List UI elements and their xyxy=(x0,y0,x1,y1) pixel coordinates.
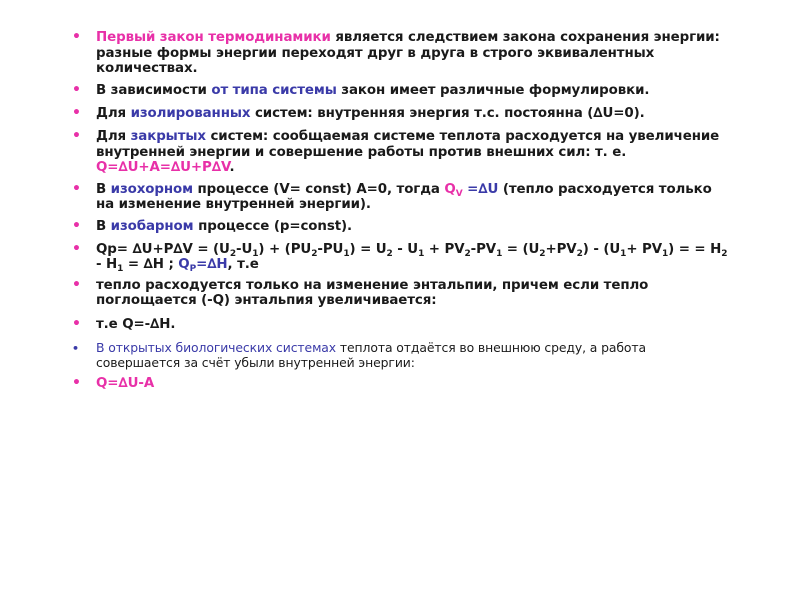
closed-term: закрытых xyxy=(130,128,206,144)
subscript: 1 xyxy=(496,248,503,259)
isochoric-term: изохорном xyxy=(110,181,193,197)
closed-formula: Q=∆U+A=∆U+P∆V xyxy=(96,160,230,176)
open-systems-term: В открытых биологических системах xyxy=(96,339,337,355)
bullet-marker-icon: • xyxy=(72,240,81,257)
bullet-enthalpy xyxy=(72,278,732,309)
text: тепло расходуется только на изменение энтальпии, причем если тепло поглощается (-Q) энтальпия увеличивается: xyxy=(96,277,649,309)
text: систем: сообщаемая системе теплота расходуется на увеличение внутренней энергии и совершение работы против внешних сил: т. е. xyxy=(96,128,720,160)
isolated-term: изолированных xyxy=(130,106,251,122)
subscript: 1 xyxy=(418,248,425,259)
subscript: 1 xyxy=(620,248,627,259)
subscript: 2 xyxy=(464,248,471,259)
text: - U xyxy=(392,241,419,257)
subscript: 2 xyxy=(386,248,393,259)
subscript: 2 xyxy=(229,248,236,259)
text: В xyxy=(96,181,111,197)
subscript: 2 xyxy=(539,248,546,259)
text: В xyxy=(96,218,111,234)
bullet-list xyxy=(72,30,732,392)
bullet-system-type xyxy=(72,83,732,99)
bullet-isolated xyxy=(72,106,732,122)
bullet-marker-icon: • xyxy=(72,375,81,392)
bullet-isobaric xyxy=(72,219,732,235)
subscript: 1 xyxy=(343,248,350,259)
text: + PV xyxy=(424,241,465,257)
text: ) + (PU xyxy=(258,241,312,257)
system-type-term: от типа системы xyxy=(211,82,337,98)
text: Для xyxy=(96,128,131,144)
text: систем: внутренняя энергия т.с. постоянна (∆U=0). xyxy=(250,106,645,122)
text: +PV xyxy=(545,241,577,257)
bullet-open-systems xyxy=(72,340,732,371)
bullet-first-law xyxy=(72,30,732,77)
first-law-term: Первый закон термодинамики xyxy=(96,30,331,45)
bullet-marker-icon: • xyxy=(72,180,81,197)
text: Qp= ∆U+P∆V = (U xyxy=(96,241,230,257)
text: Для xyxy=(96,106,131,122)
text: = (U xyxy=(502,241,540,257)
bullet-closed xyxy=(72,129,732,176)
text: , т.е xyxy=(227,257,259,273)
subscript: 1 xyxy=(252,248,259,259)
isochoric-formula: =∆U xyxy=(462,181,499,197)
text: (тепло расходуется только на изменение внутренней энергии). xyxy=(96,181,712,213)
text: = ∆H ; xyxy=(123,257,179,273)
text: закон имеет различные формулировки. xyxy=(336,82,650,98)
text: т.е Q=-∆H. xyxy=(96,316,176,332)
text: процессе (V= const) A=0, тогда xyxy=(192,181,445,197)
text: В зависимости xyxy=(96,82,212,98)
bullet-marker-icon: • xyxy=(72,341,79,355)
text: ) - (U xyxy=(582,241,621,257)
bullet-qp-derivation xyxy=(72,242,732,273)
text: -U xyxy=(236,241,253,257)
text: ) = = H xyxy=(668,241,722,257)
text: процессе (p=const). xyxy=(193,218,353,234)
bullet-marker-icon: • xyxy=(72,29,81,45)
text: . xyxy=(229,160,235,176)
bullet-marker-icon: • xyxy=(72,105,81,122)
isobaric-term: изобарном xyxy=(110,218,194,234)
qp-subscript: P xyxy=(189,264,197,275)
qp-symbol: Q xyxy=(178,257,190,273)
bullet-marker-icon: • xyxy=(72,315,81,332)
bullet-q-minus-h xyxy=(72,317,732,333)
subscript: 1 xyxy=(662,248,669,259)
subscript: 2 xyxy=(311,248,318,259)
qv-symbol: Q xyxy=(444,181,456,197)
bullet-marker-icon: • xyxy=(72,217,81,234)
final-formula: Q=∆U-A xyxy=(96,376,155,392)
bullet-final-formula xyxy=(72,376,732,392)
text: ) = U xyxy=(349,241,387,257)
subscript: 2 xyxy=(576,248,583,259)
bullet-marker-icon: • xyxy=(72,81,81,98)
first-law-text: является следствием закона сохранения энергии: разные формы энергии переходят друг в друга в строго эквивалентных количествах. xyxy=(96,30,720,77)
text: -PU xyxy=(317,241,344,257)
text: + PV xyxy=(626,241,662,257)
text: теплота отдаётся во внешнюю среду, а работа совершается за счёт убыли внутренней энергии: xyxy=(96,339,646,370)
bullet-marker-icon: • xyxy=(72,127,81,144)
text: -PV xyxy=(470,241,497,257)
bullet-marker-icon: • xyxy=(72,276,81,293)
text: - H xyxy=(96,257,118,273)
subscript: 1 xyxy=(117,264,124,275)
qv-subscript: V xyxy=(455,188,463,199)
qp-formula: =∆H xyxy=(196,257,228,273)
subscript: 2 xyxy=(721,248,728,259)
bullet-isochoric xyxy=(72,182,732,213)
